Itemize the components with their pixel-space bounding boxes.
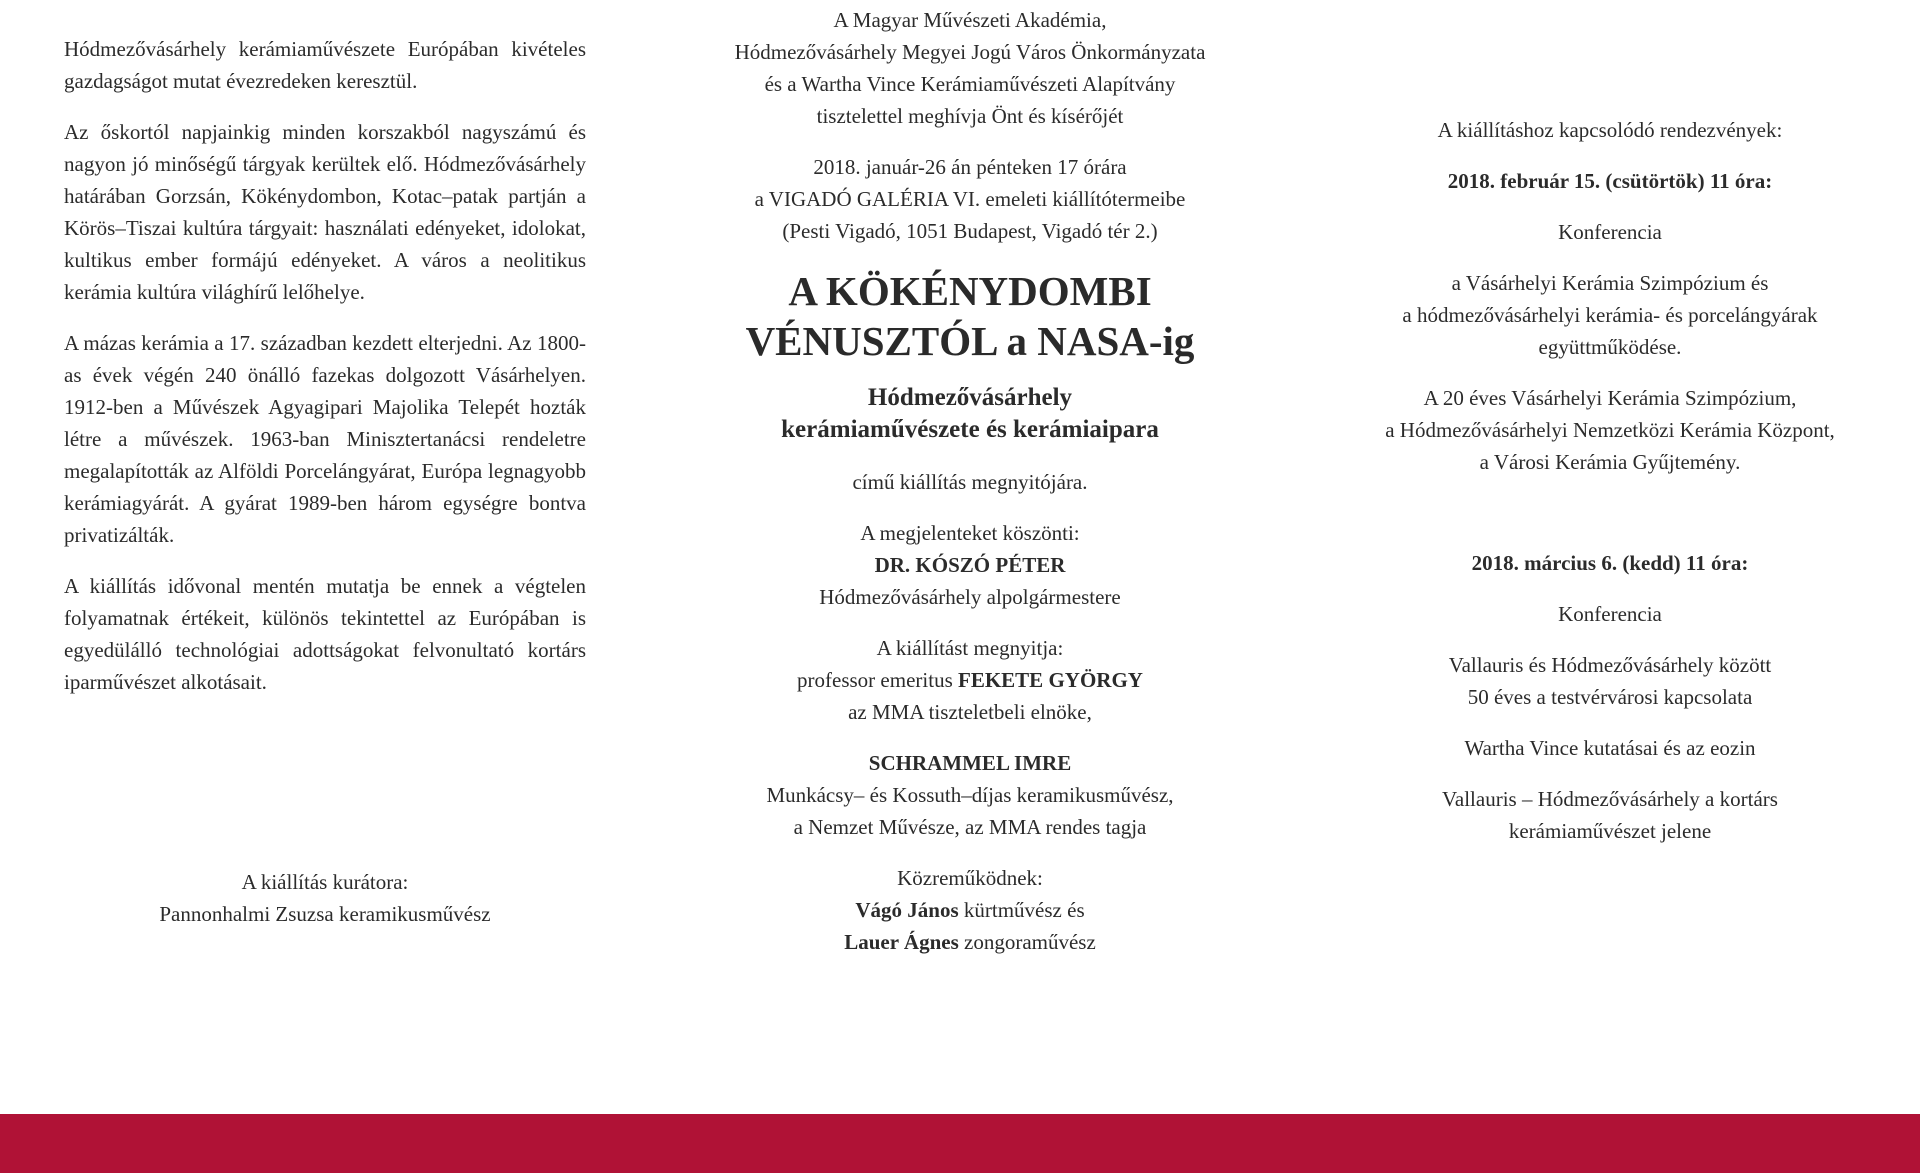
performer-2 — [700, 926, 1240, 958]
opener-block — [700, 632, 1240, 728]
event-1-topic-1 — [1340, 267, 1880, 363]
inviter-line: és a Wartha Vince Kerámiaművészeti Alapítvány — [764, 72, 1176, 96]
opener-label: A kiállítást megnyitja: — [876, 636, 1064, 660]
second-speaker-role-1: Munkácsy– és Kossuth–díjas keramikusművész, — [766, 783, 1174, 807]
second-speaker-role-2: a Nemzet Művésze, az MMA rendes tagja — [793, 815, 1147, 839]
date-venue-block — [700, 151, 1240, 247]
inviter-line: A Magyar Művészeti Akadémia, — [833, 8, 1107, 32]
greeter-label: A megjelenteket köszönti: — [860, 521, 1080, 545]
performer-2-role: zongoraművész — [958, 930, 1096, 954]
second-speaker-name: SCHRAMMEL IMRE — [868, 751, 1072, 775]
second-speaker-block — [700, 747, 1240, 843]
venue-line: a VIGADÓ GALÉRIA VI. emeleti kiállítótermeibe — [754, 187, 1186, 211]
event-1-date — [1340, 165, 1880, 197]
opening-note: című kiállítás megnyitójára. — [852, 470, 1088, 494]
event-2-date-text: 2018. március 6. (kedd) 11 óra: — [1471, 551, 1749, 575]
history-paragraph-4: A kiállítás idővonal mentén mutatja be ennek a végtelen folyamatnak értékeit, különös tekintettel az Európában is egyedülálló technológiai adottságokat felvonultató kortárs iparművészet alkotásait. — [64, 574, 586, 694]
event-1-topic-2-line: a Városi Kerámia Gyűjtemény. — [1479, 450, 1741, 474]
performer-1 — [700, 894, 1240, 926]
greeter-block — [700, 517, 1240, 613]
event-1-date-text: 2018. február 15. (csütörtök) 11 óra: — [1447, 169, 1773, 193]
event-1-topic-1-line: a hódmezővásárhelyi kerámia- és porcelángyárak — [1402, 303, 1818, 327]
event-2-topic-1 — [1340, 649, 1880, 713]
event-1-topic-1-line: együttműködése. — [1538, 335, 1682, 359]
events-heading: A kiállításhoz kapcsolódó rendezvények: — [1437, 118, 1783, 142]
inviter-line: tisztelettel meghívja Önt és kísérőjét — [816, 104, 1124, 128]
subtitle-line-1: Hódmezővásárhely — [867, 384, 1073, 411]
performer-1-role: kürtművész és — [958, 898, 1085, 922]
footer-color-band — [0, 1114, 1920, 1173]
event-1-topic-2 — [1340, 382, 1880, 478]
exhibition-subtitle — [700, 382, 1240, 446]
opener-prefix: professor emeritus — [797, 668, 958, 692]
event-2-topic-3 — [1340, 783, 1880, 847]
curator-block — [64, 866, 586, 930]
history-paragraph-2: Az őskortól napjainkig minden korszakból nagyszámú és nagyon jó minőségű tárgyak kerültek elő. Hódmezővásárhely határában Gorzsán, Kökénydombon, Kotac–patak partján a Körös–Tiszai kultúra tárgyait: használati edényeket, idolokat, kultikus ember formájú edényeket. A város a neolitikus kerámia kultúra világhírű lelőhelye. — [64, 120, 586, 304]
event-1-topic-2-line: A 20 éves Vásárhelyi Kerámia Szimpózium, — [1423, 386, 1797, 410]
event-1-type: Konferencia — [1558, 220, 1662, 244]
performers-label: Közreműködnek: — [897, 866, 1043, 890]
exhibition-title — [700, 266, 1240, 366]
title-line-1: A KÖKÉNYDOMBI — [788, 268, 1152, 314]
subtitle-line-2: kerámiaművészete és kerámiaipara — [781, 416, 1159, 443]
inviter-line: Hódmezővásárhely Megyei Jogú Város Önkormányzata — [734, 40, 1206, 64]
curator-name: Pannonhalmi Zsuzsa keramikusművész — [159, 902, 491, 926]
events-column — [1340, 114, 1880, 866]
history-paragraph-1: Hódmezővásárhely kerámiaművészete Európában kivételes gazdagságot mutat évezredeken keresztül. — [64, 37, 586, 93]
event-2-topic-1-line: 50 éves a testvérvárosi kapcsolata — [1467, 685, 1753, 709]
opener-line — [700, 664, 1240, 696]
curator-label: A kiállítás kurátora: — [241, 870, 409, 894]
event-2-topic-1-line: Vallauris és Hódmezővásárhely között — [1448, 653, 1772, 677]
date-line: 2018. január-26 án pénteken 17 órára — [813, 155, 1127, 179]
performer-2-name: Lauer Ágnes — [844, 930, 959, 954]
address-line: (Pesti Vigadó, 1051 Budapest, Vigadó tér 2.) — [782, 219, 1158, 243]
history-column — [64, 33, 586, 926]
event-2-type: Konferencia — [1558, 602, 1662, 626]
events-spacer — [1340, 497, 1880, 547]
opener-role: az MMA tiszteletbeli elnöke, — [848, 700, 1092, 724]
invitation-column — [700, 4, 1240, 977]
event-2-topic-3-line: kerámiaművészet jelene — [1508, 819, 1712, 843]
greeter-name: DR. KÓSZÓ PÉTER — [874, 553, 1066, 577]
performers-block — [700, 862, 1240, 958]
event-1-topic-2-line: a Hódmezővásárhelyi Nemzetközi Kerámia Központ, — [1385, 418, 1835, 442]
inviters-block — [700, 4, 1240, 132]
event-2-topic-3-line: Vallauris – Hódmezővásárhely a kortárs — [1442, 787, 1778, 811]
event-1-topic-1-line: a Vásárhelyi Kerámia Szimpózium és — [1451, 271, 1769, 295]
history-paragraph-3: A mázas kerámia a 17. században kezdett elterjedni. Az 1800-as évek végén 240 önálló fazekas dolgozott Vásárhelyen. 1912-ben a Művészek Agyagipari Majolika Telepét hozták létre a művészek. 1963-ban Minisztertanácsi rendeletre megalapították az Alföldi Porcelángyárat, Európa legnagyobb kerámiagyárát. A gyárat 1989-ben három egységre bontva privatizálták. — [64, 331, 586, 547]
title-line-2: VÉNUSZTÓL a NASA-ig — [745, 318, 1195, 364]
greeter-role: Hódmezővásárhely alpolgármestere — [819, 585, 1121, 609]
event-2-date — [1340, 547, 1880, 579]
opener-name: FEKETE GYÖRGY — [958, 668, 1143, 692]
performer-1-name: Vágó János — [855, 898, 959, 922]
event-2-topic-2: Wartha Vince kutatásai és az eozin — [1464, 736, 1756, 760]
